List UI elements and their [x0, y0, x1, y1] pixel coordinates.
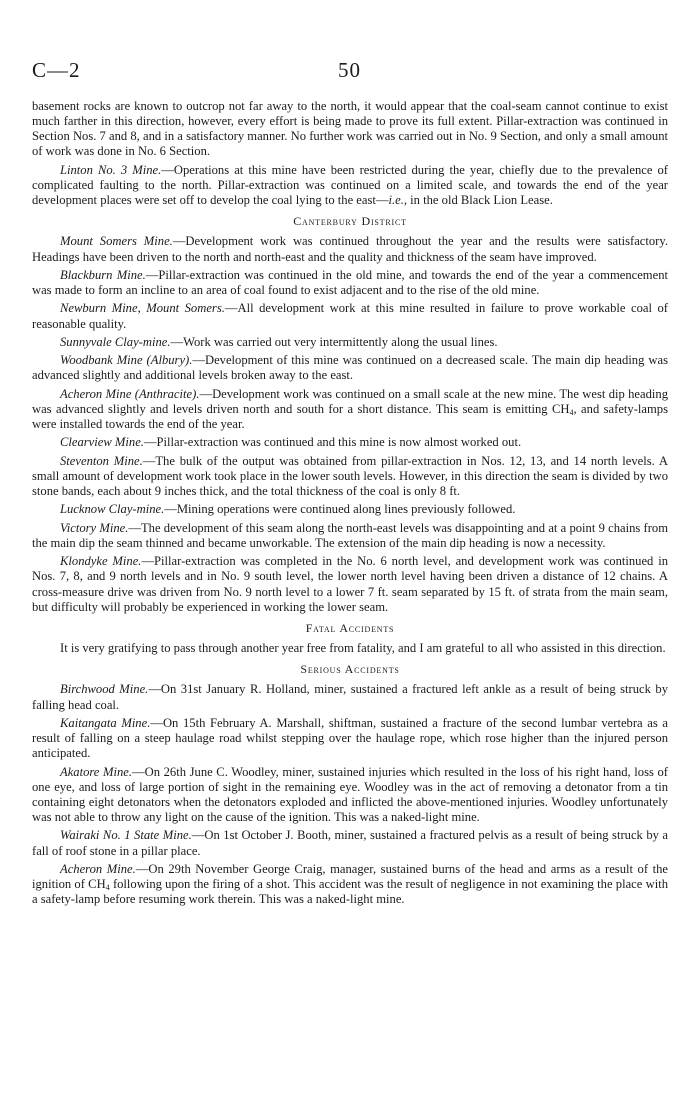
paragraph-clearview: Clearview Mine.—Pillar-extraction was continued and this mine is now almost worked out. — [60, 435, 522, 450]
paragraph-lucknow: Lucknow Clay-mine.—Mining operations were continued along lines previously followed. — [60, 502, 516, 517]
mine-name: Woodbank Mine (Albury). — [60, 353, 193, 368]
paragraph-acheron-accident: Acheron Mine.—On 29th November George Craig, manager, sustained burns of the head and arms as a result of the ignition of $CH_4$ following upon the firing of a shot. This accident was the result of negligence in not examining the place with a safety-lamp before resuming work therein. This was a naked-light mine. — [32, 861, 668, 907]
paragraph-birchwood: Birchwood Mine.—On 31st January R. Holland, miner, sustained a fractured left ankle as a result of being struck by falling head coal. — [32, 682, 668, 712]
paragraph-woodbank: Woodbank Mine (Albury).—Development of this mine was continued on a decreased scale. The main dip heading was advanced slightly and additional levels broken away to the east. — [32, 353, 668, 383]
paragraph-acheron: Acheron Mine (Anthracite).—Development work was continued on a small scale at the new mine. The west dip heading was advanced slightly and levels driven north and south for a short distance. This seam is emitting $CH_4$, and safety-lamps were installed towards the end of the year. — [32, 386, 669, 432]
paragraph-linton: Linton No. 3 Mine.—Operations at this mine have been restricted during the year, chiefly due to the prevalence of complicated faulting to the north. Pillar-extraction was continued on a limited scale, and towards the end of the year development places were set off to develop the coal lying to the east—i.e., in the old Black Lion Lease. — [32, 162, 668, 208]
mine-name: Kaitangata Mine. — [60, 715, 151, 730]
section-code: C—2 — [32, 58, 81, 82]
mine-name: Sunnyvale Clay-mine. — [60, 334, 171, 349]
mine-name: Birchwood Mine. — [60, 682, 149, 697]
paragraph-victory: Victory Mine.—The development of this seam along the north-east levels was disappointing and at a point 9 chains from the main dip the seam thinned and became unworkable. The extension of the main dip heading is now a necessity. — [32, 520, 668, 550]
mine-name: Acheron Mine. — [60, 861, 136, 876]
paragraph-intro: basement rocks are known to outcrop not far away to the north, it would appear that the coal-seam cannot continue to exist much farther in this direction, however, every effort is being made to prove its full extent. Pillar-extraction was continued in Section Nos. 7 and 8, and in a satisfactory manner. No further work was carried out in No. 9 Section, and only a small amount of work was done in No. 6 Section. — [32, 99, 668, 159]
paragraph-kaitangata: Kaitangata Mine.—On 15th February A. Marshall, shiftman, sustained a fracture of the second lumbar vertebra as a result of falling on a steep haulage road whilst stepping over the haulage rope, which rose higher than the injured person anticipated. — [32, 715, 669, 761]
paragraph-klondyke: Klondyke Mine.—Pillar-extraction was completed in the No. 6 north level, and development work was continued in Nos. 7, 8, and 9 north levels and in No. 9 south level, the lower north level having been driven a distance of 12 chains. A cross-measure drive was driven from No. 9 north level to a lower 7 ft. seam separated by 15 ft. of strata from the main seam, but difficulty will probably be experienced in working the lower seam. — [32, 554, 669, 614]
mine-name: Victory Mine. — [60, 520, 129, 535]
heading-serious-accidents: Serious Accidents — [300, 662, 400, 677]
mine-name: Blackburn Mine. — [60, 267, 146, 282]
paragraph-steventon: Steventon Mine.—The bulk of the output was obtained from pillar-extraction in Nos. 12, 13, and 14 north levels. A small amount of development work took place in the lower south levels. However, in this direction the seam is divided by two stone bands, each about 9 inches thick, and the total thickness of the coal is only 8 ft. — [32, 453, 668, 499]
paragraph-wairaki: Wairaki No. 1 State Mine.—On 1st October J. Booth, miner, sustained a fractured pelvis as a result of being struck by a fall of roof stone in a pillar place. — [32, 828, 669, 858]
heading-fatal-accidents: Fatal Accidents — [305, 620, 395, 635]
page-body — [32, 99, 668, 907]
mine-name: Clearview Mine. — [60, 435, 144, 450]
paragraph-fatal: It is very gratifying to pass through another year free from fatality, and I am grateful to all who assisted in this direction. — [60, 641, 666, 656]
paragraph-mount-somers: Mount Somers Mine.—Development work was continued throughout the year and the results were satisfactory. Headings have been driven to the north and north-east and the quality and thickness of the seam have improved. — [32, 234, 668, 264]
paragraph-blackburn: Blackburn Mine.—Pillar-extraction was continued in the old mine, and towards the end of the year a commencement was made to form an incline to an area of coal found to exist adjacent and to the rise of the old mine. — [32, 267, 668, 298]
mine-name: Steventon Mine. — [60, 453, 143, 468]
mine-name: Mount Somers Mine. — [60, 234, 173, 249]
mine-name: Linton No. 3 Mine. — [60, 162, 162, 177]
paragraph-sunnyvale: Sunnyvale Clay-mine.—Work was carried out very intermittently along the usual lines. — [60, 334, 498, 349]
mine-name: Acheron Mine (Anthracite). — [60, 386, 200, 401]
paragraph-newburn: Newburn Mine, Mount Somers.—All development work at this mine resulted in failure to prove workable coal of reasonable quality. — [32, 301, 668, 331]
mine-name: Wairaki No. 1 State Mine. — [60, 828, 192, 843]
page-number: 50 — [338, 58, 361, 82]
mine-name: Newburn Mine, Mount Somers. — [60, 301, 225, 316]
heading-canterbury-district: Canterbury District — [293, 214, 407, 229]
mine-name: Akatore Mine. — [60, 764, 133, 779]
paragraph-akatore: Akatore Mine.—On 26th June C. Woodley, miner, sustained injuries which resulted in the loss of his right hand, loss of one eye, and loss of large portion of sight in the remaining eye. Woodley was in the act of removing a detonator from a tin containing eight detonators when the detonators exploded and inflicted the above-mentioned injuries. Woodley unfortunately was not able to throw any light on the cause of the ignition. This was a naked-light mine. — [32, 764, 668, 824]
mine-name: Lucknow Clay-mine. — [60, 502, 165, 517]
mine-name: Klondyke Mine. — [60, 554, 142, 569]
